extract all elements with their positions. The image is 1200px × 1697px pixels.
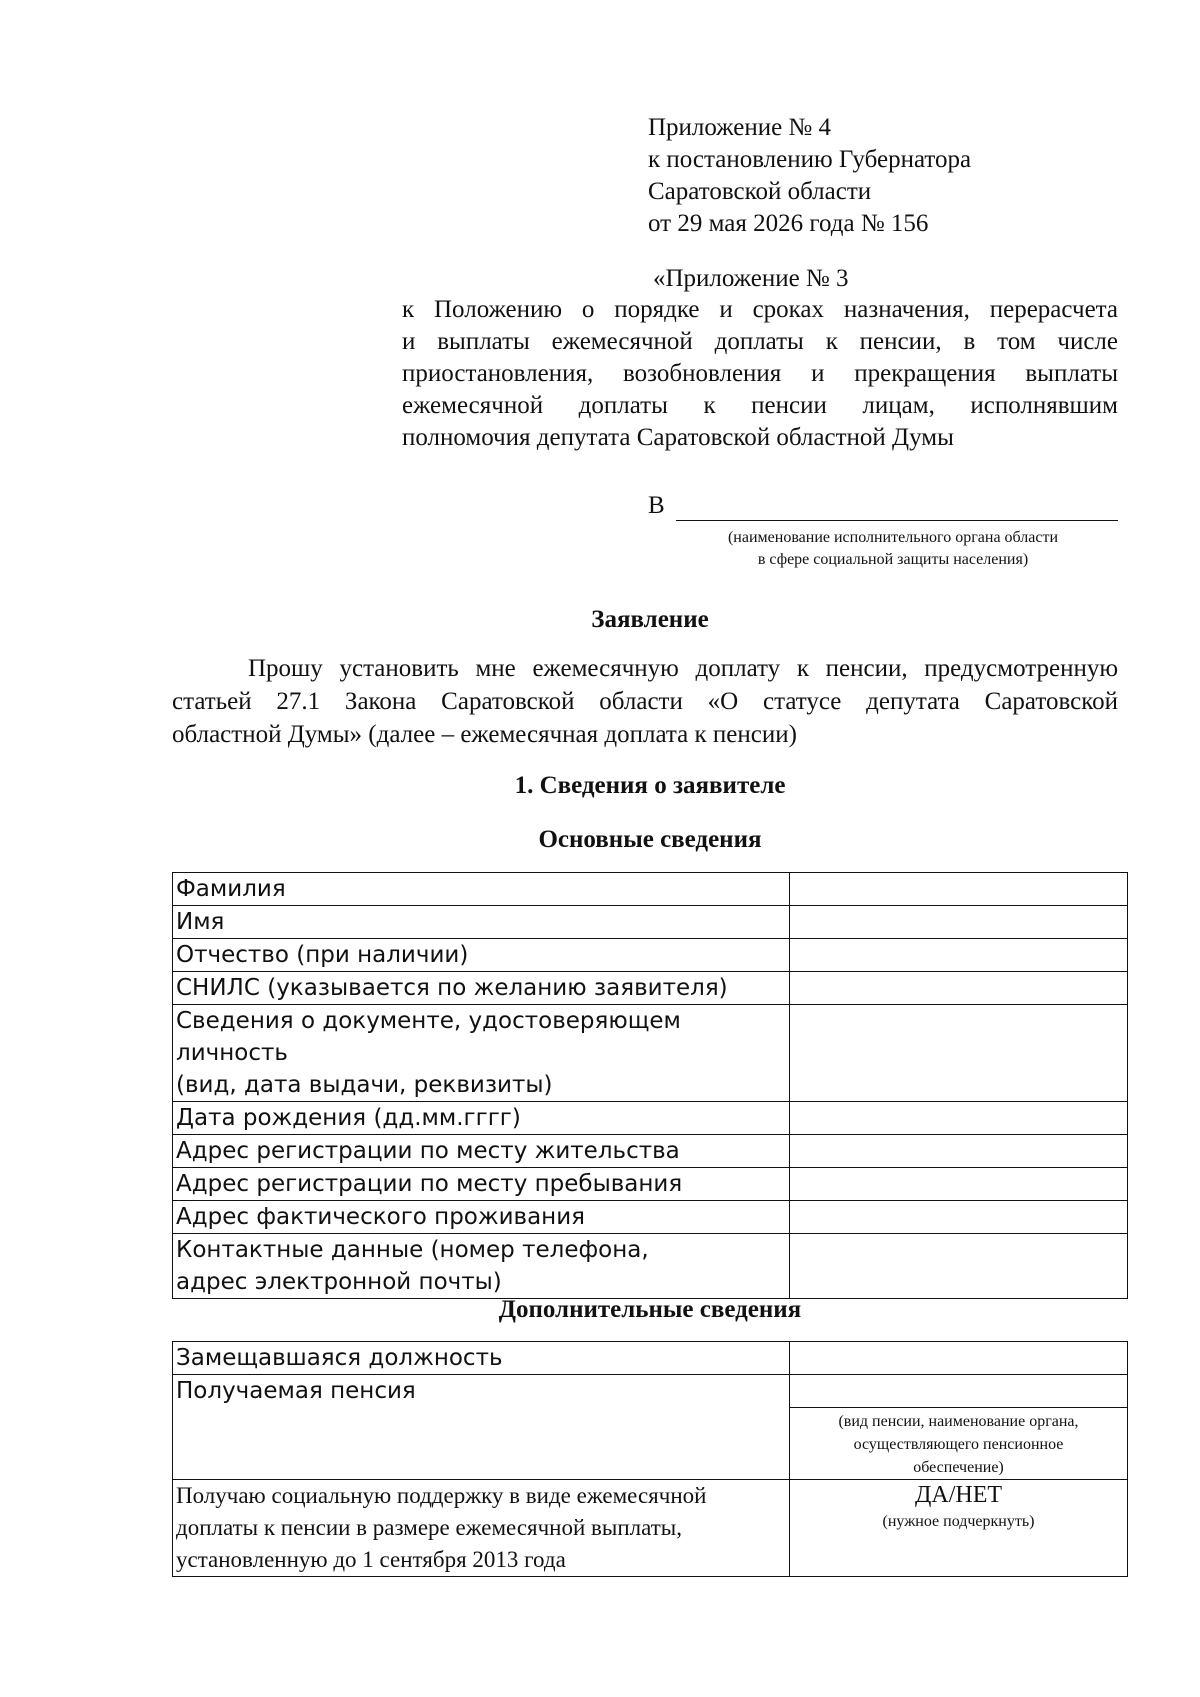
table-row [173,1375,1128,1480]
position-value-cell [790,1342,1128,1375]
stay-address-label: Адрес регистрации по месту пребывания [173,1168,790,1201]
table-row [173,939,1128,972]
statement-text [172,652,1118,751]
pension-hint-line: обеспечение) [913,1459,1004,1476]
statement-line: Прошу установить мне ежемесячную доплату к пенсии, предусмотренную [248,655,1118,682]
name-value-cell [790,906,1128,939]
table-row [173,1135,1128,1168]
table-row [173,1234,1128,1299]
label-line: Контактные данные (номер телефона, [176,1237,649,1263]
position-label: Замещавшаяся должность [173,1342,790,1375]
id-document-value-cell [790,1005,1128,1102]
label-line: установленную до 1 сентября 2013 года [176,1547,566,1572]
extra-info-title: Дополнительные сведения [498,1296,802,1323]
residence-address-value-cell [790,1135,1128,1168]
appendix-3-title: «Приложение № 3 [653,265,849,292]
social-support-value-cell [790,1480,1128,1577]
addressee-hint-line: в сфере социальной защиты населения) [757,551,1029,568]
appendix-3-line: и выплаты ежемесячной доплаты к пенсии, в том числе [402,328,1118,355]
actual-address-value-cell [790,1201,1128,1234]
table-row [173,1201,1128,1234]
appendix-3-line: к Положению о порядке и сроках назначения, перерасчета [402,296,1118,323]
table-row [173,1480,1128,1577]
table-row [173,906,1128,939]
appendix-4-header [648,112,971,240]
addressee-hint-line: (наименование исполнительного органа области [727,529,1059,546]
actual-address-label: Адрес фактического проживания [173,1201,790,1234]
label-line: Сведения о документе, удостоверяющем личность [176,1008,681,1066]
patronymic-value-cell [790,939,1128,972]
surname-value-cell [790,873,1128,906]
table-row [173,1168,1128,1201]
statement-line: областной Думы» (далее – ежемесячная доплата к пенсии) [172,721,797,748]
addressee-blank-line [676,520,1118,521]
pension-hint-line: осуществляющего пенсионное [853,1436,1064,1453]
id-document-label [173,1005,790,1102]
social-support-label [173,1480,790,1577]
label-line: адрес электронной почты) [176,1269,502,1295]
pension-blank-line [790,1375,1127,1408]
contacts-label [173,1234,790,1299]
table-row [173,873,1128,906]
extra-info-table [172,1341,1128,1577]
label-line: доплаты к пенсии в размере ежемесячной выплаты, [176,1515,683,1540]
contacts-value-cell [790,1234,1128,1299]
appendix-4-line: Саратовской области [648,178,872,205]
label-line: Получаю социальную поддержку в виде ежемесячной [176,1483,707,1508]
appendix-3-line: ежемесячной доплаты к пенсии лицам, исполнявшим [402,392,1118,419]
appendix-3-line: приостановления, возобновления и прекращения выплаты [402,360,1118,387]
table-row [173,1102,1128,1135]
table-row [173,1342,1128,1375]
snils-value-cell [790,972,1128,1005]
pension-hint [793,1410,1124,1479]
table-row [173,972,1128,1005]
pension-label: Получаемая пенсия [173,1375,790,1480]
statement-title: Заявление [591,606,709,633]
appendix-4-line: от 29 мая 2026 года № 156 [648,210,929,237]
stay-address-value-cell [790,1168,1128,1201]
appendix-3-reference [402,294,1118,454]
yes-no-choice: ДА/НЕТ [914,1482,1003,1508]
birth-date-label: Дата рождения (дд.мм.гггг) [173,1102,790,1135]
main-info-title: Основные сведения [538,826,762,853]
table-row [173,1005,1128,1102]
pension-value-cell [790,1375,1128,1480]
patronymic-label: Отчество (при наличии) [173,939,790,972]
main-info-table [172,872,1128,1299]
addressee-field [648,490,1118,522]
pension-hint-line: (вид пенсии, наименование органа, [838,1413,1079,1430]
snils-label: СНИЛС (указывается по желанию заявителя) [173,972,790,1005]
residence-address-label: Адрес регистрации по месту жительства [173,1135,790,1168]
name-label: Имя [173,906,790,939]
surname-label: Фамилия [173,873,790,906]
addressee-letter: В [648,492,665,519]
yes-no-hint: (нужное подчеркнуть) [882,1513,1035,1530]
label-line: (вид, дата выдачи, реквизиты) [176,1072,553,1098]
statement-line: статьей 27.1 Закона Саратовской области «О статусе депутата Саратовской [172,688,1118,715]
appendix-3-line: полномочия депутата Саратовской областной Думы [402,424,954,451]
addressee-hint [668,527,1118,571]
appendix-4-line: к постановлению Губернатора [648,146,972,173]
appendix-4-line: Приложение № 4 [648,114,832,141]
birth-date-value-cell [790,1102,1128,1135]
section-1-title: 1. Сведения о заявителе [514,772,786,799]
